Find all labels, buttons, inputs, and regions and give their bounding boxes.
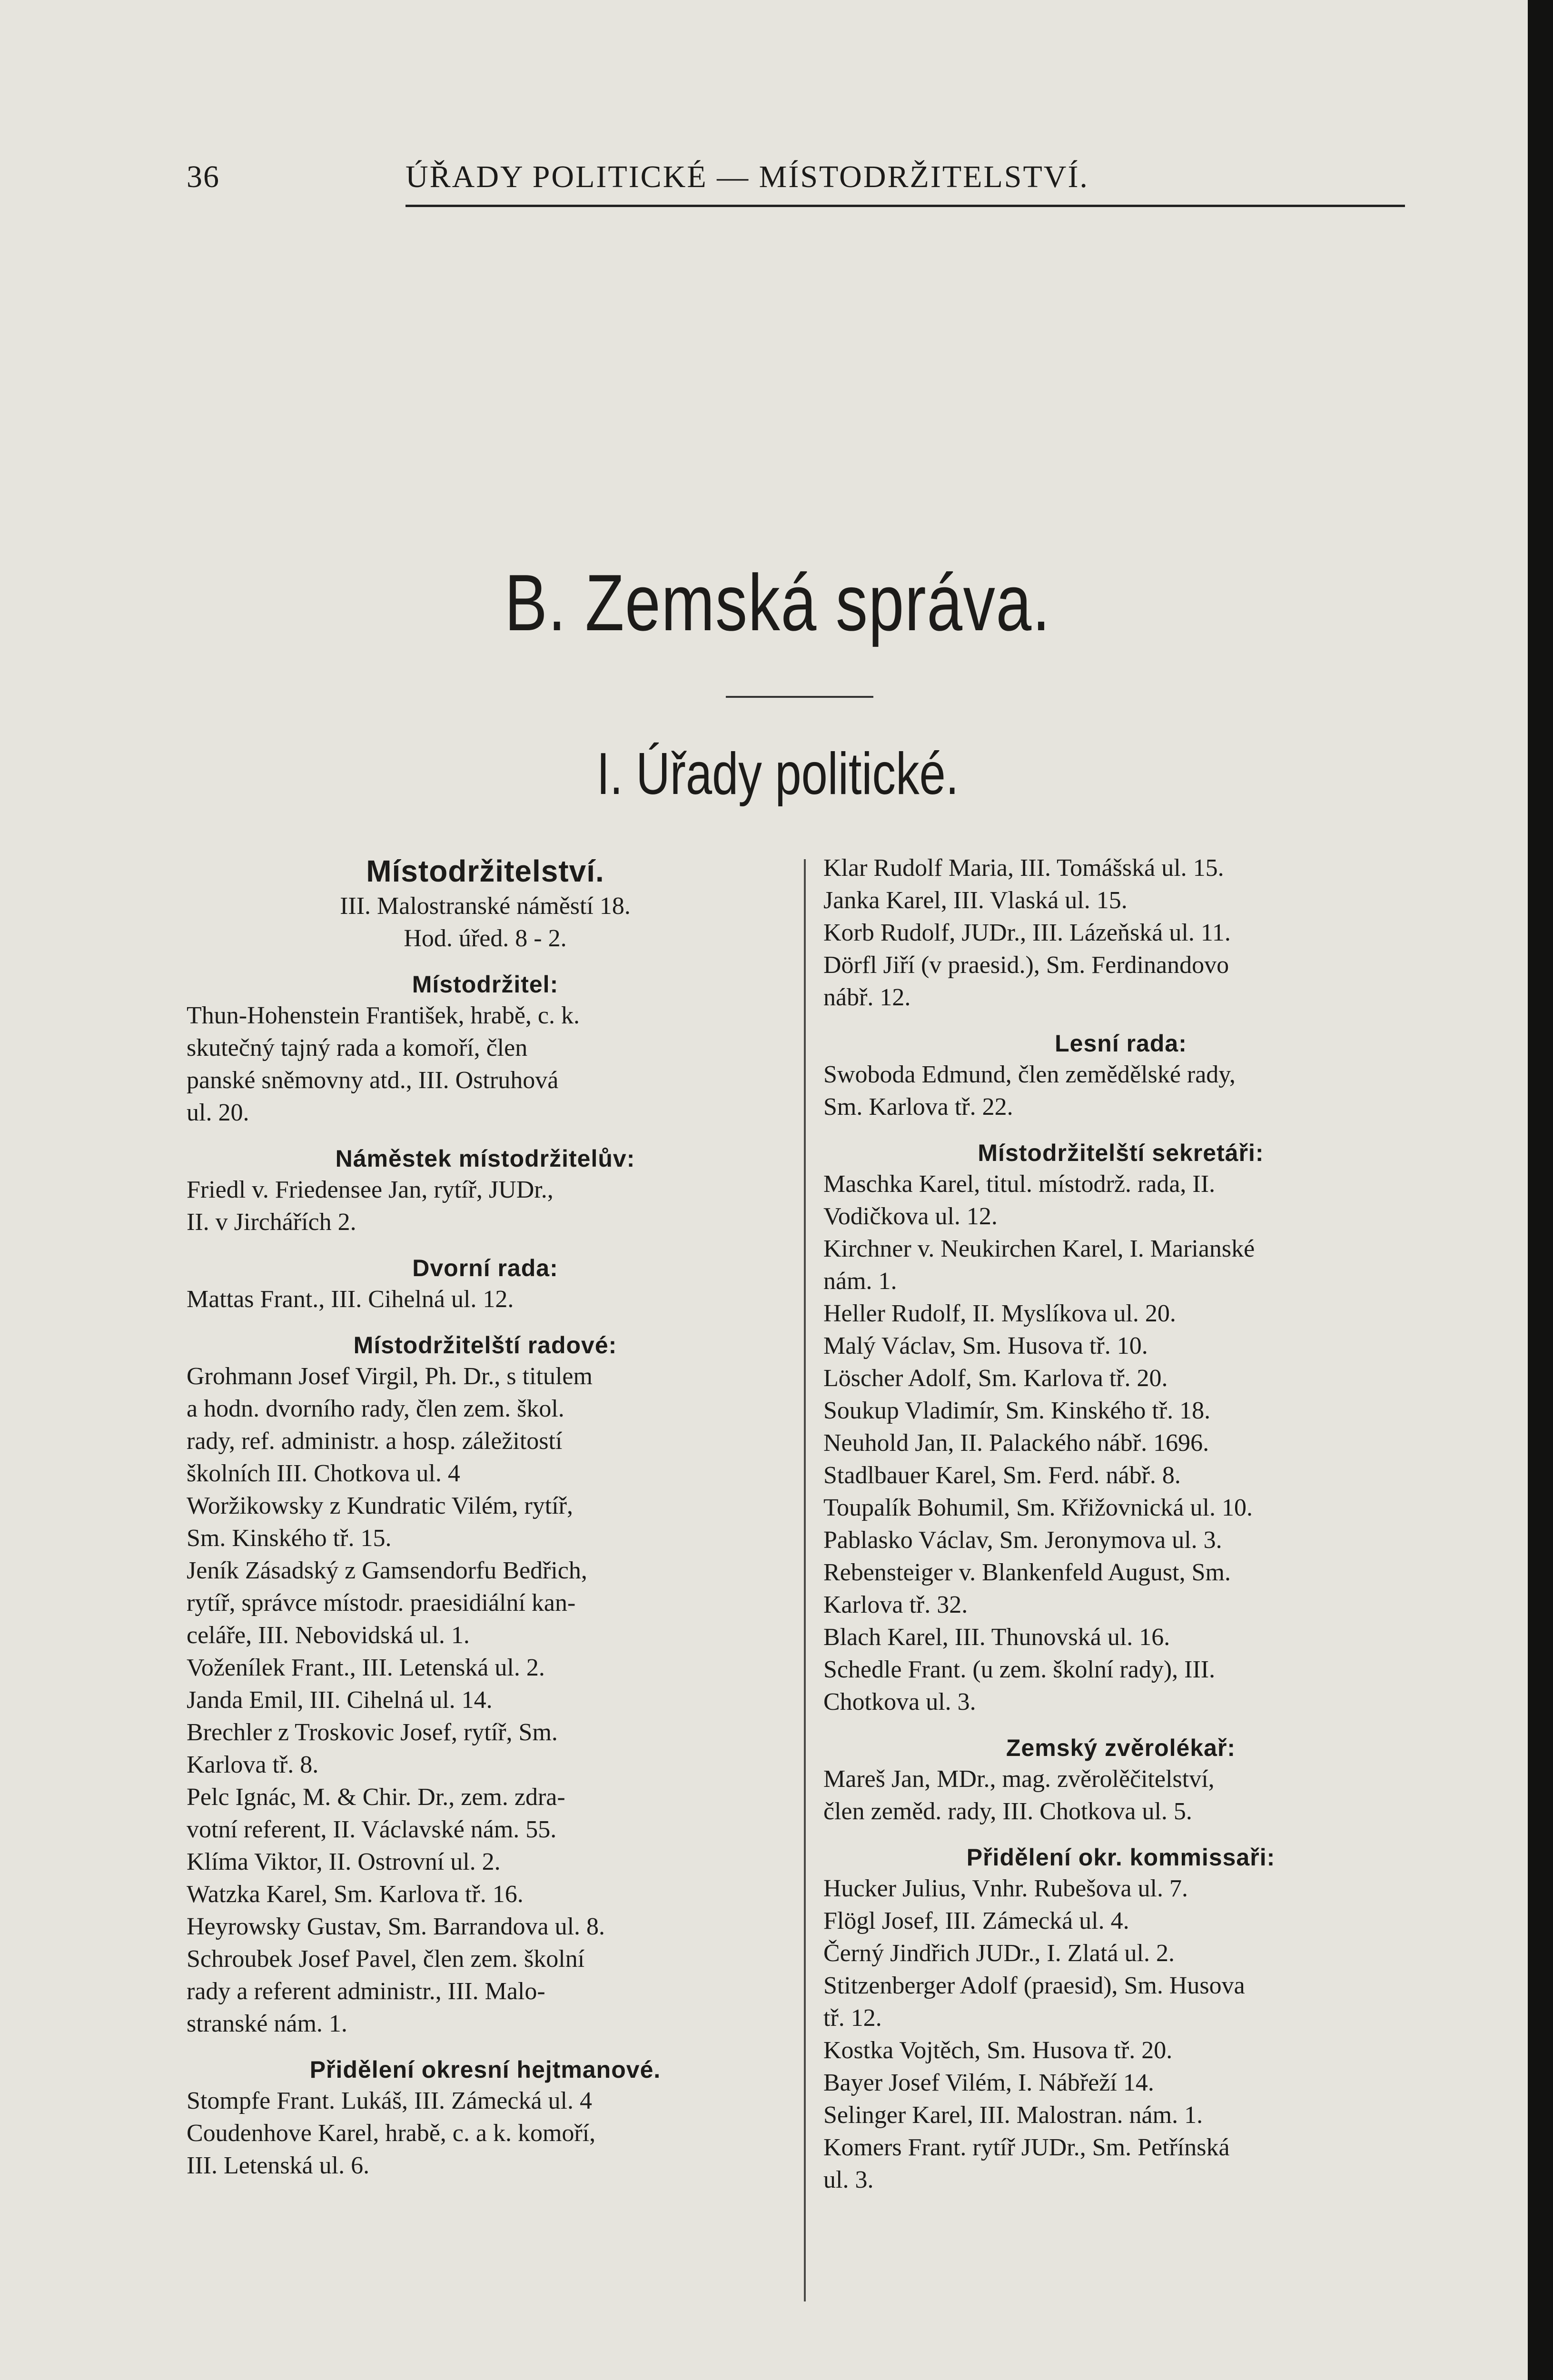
entry-line: Stompfe Frant. Lukáš, III. Zámecká ul. 4: [187, 2087, 592, 2114]
group-heading: Přidělení okr. kommissaři:: [966, 1844, 1276, 1871]
section-title: B. Zemská správa.: [504, 558, 1051, 647]
entry-line: Woržikowsky z Kundratic Vilém, rytíř,: [187, 1492, 573, 1519]
entry-line: Heyrowsky Gustav, Sm. Barrandova ul. 8.: [187, 1913, 605, 1940]
directory-entry: [823, 1654, 1418, 1718]
header-rule: [406, 205, 1405, 207]
entry-line: Thun-Hohenstein František, hrabě, c. k.: [187, 1002, 580, 1029]
entry-line: Blach Karel, III. Thunovská ul. 16.: [823, 1624, 1170, 1651]
entry-line: a hodn. dvorního rady, člen zem. škol.: [187, 1395, 564, 1422]
directory-entry: [823, 1459, 1418, 1492]
entry-line: nám. 1.: [823, 1268, 897, 1295]
group-heading: Zemský zvěrolékař:: [1006, 1735, 1236, 1761]
entry-line: Mattas Frant., III. Cihelná ul. 12.: [187, 1286, 514, 1313]
entry-line: panské sněmovny atd., III. Ostruhová: [187, 1067, 559, 1094]
directory-entry: [823, 1395, 1418, 1427]
directory-entry: [823, 1492, 1418, 1524]
entry-line: Kirchner v. Neukirchen Karel, I. Marianské: [823, 1235, 1255, 1262]
group-heading: Přidělení okresní hejtmanové.: [309, 2056, 661, 2083]
entry-line: rytíř, správce místodr. praesidiální kan-: [187, 1589, 576, 1616]
spacer: [187, 1316, 784, 1330]
entry-line: Dörfl Jiří (v praesid.), Sm. Ferdinandovo: [823, 952, 1229, 979]
spacer: [187, 955, 784, 969]
spacer: [187, 1129, 784, 1143]
entry-line: Klar Rudolf Maria, III. Tomášská ul. 15.: [823, 854, 1224, 882]
entry-line: Stadlbauer Karel, Sm. Ferd. nábř. 8.: [823, 1462, 1181, 1489]
directory-entry: [187, 1684, 784, 1716]
running-title: ÚŘADY POLITICKÉ — MÍSTODRŽITELSTVÍ.: [406, 159, 1089, 194]
section-divider: [726, 696, 873, 698]
directory-entry: [823, 2034, 1418, 2067]
entry-line: Janda Emil, III. Cihelná ul. 14.: [187, 1686, 493, 1714]
left-column: [187, 852, 784, 2182]
entry-line: člen zeměd. rady, III. Chotkova ul. 5.: [823, 1798, 1192, 1825]
entry-line: Maschka Karel, titul. místodrž. rada, II.: [823, 1170, 1216, 1198]
directory-entry: [823, 917, 1418, 949]
subsection-title: I. Úřady politické.: [596, 741, 959, 807]
entry-line: Swoboda Edmund, člen zemědělské rady,: [823, 1061, 1236, 1088]
entry-line: Neuhold Jan, II. Palackého nábř. 1696.: [823, 1429, 1209, 1457]
entry-line: Watzka Karel, Sm. Karlova tř. 16.: [187, 1881, 524, 1908]
entry-line: Pablasko Václav, Sm. Jeronymova ul. 3.: [823, 1527, 1222, 1554]
entry-line: Sm. Kinského tř. 15.: [187, 1525, 392, 1552]
entry-line: III. Letenská ul. 6.: [187, 2152, 370, 2179]
book-edge: [1528, 0, 1553, 2380]
entry-line: Pelc Ignác, M. & Chir. Dr., zem. zdra-: [187, 1784, 565, 1811]
office-address: III. Malostranské náměstí 18.: [340, 892, 631, 920]
entry-line: Voženílek Frant., III. Letenská ul. 2.: [187, 1654, 545, 1681]
entry-line: Malý Václav, Sm. Husova tř. 10.: [823, 1332, 1148, 1359]
directory-entry: [187, 1490, 784, 1555]
directory-entry: [823, 1233, 1418, 1298]
office-hours: Hod. úřed. 8 - 2.: [404, 925, 567, 952]
entry-line: rady, ref. administr. a hosp. záležitostí: [187, 1428, 563, 1455]
entry-line: Selinger Karel, III. Malostran. nám. 1.: [823, 2102, 1203, 2129]
directory-entry: [187, 1174, 784, 1239]
directory-entry: [823, 1059, 1418, 1123]
directory-entry: [823, 1557, 1418, 1621]
page-number: 36: [187, 159, 220, 194]
directory-entry: [823, 1873, 1418, 1905]
directory-entry: [823, 1427, 1418, 1459]
entry-line: Schedle Frant. (u zem. školní rady), III.: [823, 1656, 1216, 1683]
directory-entry: [823, 949, 1418, 1014]
directory-entry: [823, 852, 1418, 884]
spacer: [187, 1239, 784, 1253]
entry-line: Jeník Zásadský z Gamsendorfu Bedřich,: [187, 1557, 587, 1584]
entry-line: Coudenhove Karel, hrabě, c. a k. komoří,: [187, 2120, 596, 2147]
spacer: [823, 1123, 1418, 1138]
entry-line: Komers Frant. rytíř JUDr., Sm. Petřínská: [823, 2134, 1230, 2161]
entry-line: stranské nám. 1.: [187, 2010, 347, 2037]
entry-line: Karlova tř. 32.: [823, 1591, 968, 1618]
directory-entry: [187, 1652, 784, 1684]
entry-line: Klíma Viktor, II. Ostrovní ul. 2.: [187, 1848, 501, 1875]
entry-line: II. v Jirchářích 2.: [187, 1209, 356, 1236]
directory-entry: [823, 1330, 1418, 1362]
directory-entry: [823, 1937, 1418, 1970]
entry-line: Janka Karel, III. Vlaská ul. 15.: [823, 887, 1128, 914]
entry-line: Černý Jindřich JUDr., I. Zlatá ul. 2.: [823, 1940, 1175, 1967]
entry-line: Sm. Karlova tř. 22.: [823, 1093, 1013, 1121]
running-header: [187, 151, 1405, 204]
directory-entry: [823, 1168, 1418, 1233]
column-divider: [804, 859, 806, 2301]
group-heading: Dvorní rada:: [412, 1255, 558, 1281]
entry-line: Kostka Vojtěch, Sm. Husova tř. 20.: [823, 2037, 1173, 2064]
spacer: [823, 1828, 1418, 1842]
right-column: [823, 852, 1418, 2196]
entry-line: Flögl Josef, III. Zámecká ul. 4.: [823, 1907, 1129, 1934]
entry-line: Heller Rudolf, II. Myslíkova ul. 20.: [823, 1300, 1176, 1327]
group-heading: Lesní rada:: [1055, 1030, 1187, 1057]
group-heading: Náměstek místodržitelův:: [335, 1145, 635, 1172]
entry-line: nábř. 12.: [823, 984, 911, 1011]
directory-entry: [187, 1911, 784, 1943]
entry-line: Bayer Josef Vilém, I. Nábřeží 14.: [823, 2069, 1154, 2096]
directory-entry: [823, 1298, 1418, 1330]
entry-line: Rebensteiger v. Blankenfeld August, Sm.: [823, 1559, 1231, 1586]
entry-line: Brechler z Troskovic Josef, rytíř, Sm.: [187, 1719, 558, 1746]
directory-entry: [187, 1878, 784, 1911]
entry-line: Toupalík Bohumil, Sm. Křižovnická ul. 10.: [823, 1494, 1253, 1521]
directory-entry: [187, 1846, 784, 1878]
directory-entry: [187, 1555, 784, 1652]
directory-entry: [187, 1000, 784, 1129]
entry-line: Chotkova ul. 3.: [823, 1688, 976, 1716]
entry-line: Löscher Adolf, Sm. Karlova tř. 20.: [823, 1365, 1168, 1392]
entry-line: Stitzenberger Adolf (praesid), Sm. Husova: [823, 1972, 1245, 1999]
entry-line: ul. 3.: [823, 2166, 874, 2193]
directory-entry: [187, 1360, 784, 1490]
entry-line: Friedl v. Friedensee Jan, rytíř, JUDr.,: [187, 1176, 554, 1203]
directory-entry: [823, 2099, 1418, 2132]
directory-entry: [823, 1524, 1418, 1557]
entry-line: votní referent, II. Václavské nám. 55.: [187, 1816, 557, 1843]
directory-entry: [187, 1943, 784, 2040]
directory-entry: [187, 1781, 784, 1846]
spacer: [187, 2040, 784, 2054]
directory-entry: [187, 2085, 784, 2117]
directory-entry: [187, 2117, 784, 2182]
directory-entry: [187, 1716, 784, 1781]
entry-line: Hucker Julius, Vnhr. Rubešova ul. 7.: [823, 1875, 1188, 1902]
directory-entry: [823, 1970, 1418, 2034]
office-title: Místodržitelství.: [366, 854, 604, 888]
entry-line: Korb Rudolf, JUDr., III. Lázeňská ul. 11.: [823, 919, 1231, 946]
directory-entry: [187, 1283, 784, 1316]
entry-line: Vodičkova ul. 12.: [823, 1203, 998, 1230]
directory-entry: [823, 1362, 1418, 1395]
group-heading: Místodržitel:: [412, 971, 559, 998]
entry-line: školních III. Chotkova ul. 4: [187, 1460, 460, 1487]
directory-entry: [823, 1621, 1418, 1654]
entry-line: Schroubek Josef Pavel, člen zem. školní: [187, 1945, 585, 1973]
directory-entry: [823, 2132, 1418, 2196]
group-heading: Místodržitelští sekretáři:: [978, 1140, 1264, 1166]
entry-line: celáře, III. Nebovidská ul. 1.: [187, 1622, 470, 1649]
entry-line: Mareš Jan, MDr., mag. zvěrolěčitelství,: [823, 1765, 1215, 1793]
group-heading: Místodržitelští radové:: [353, 1332, 617, 1359]
entry-line: rady a referent administr., III. Malo-: [187, 1978, 545, 2005]
entry-line: tř. 12.: [823, 2004, 882, 2032]
directory-entry: [823, 1763, 1418, 1828]
entry-line: Soukup Vladimír, Sm. Kinského tř. 18.: [823, 1397, 1211, 1424]
entry-line: Karlova tř. 8.: [187, 1751, 319, 1778]
directory-entry: [823, 884, 1418, 917]
entry-line: skutečný tajný rada a komoří, člen: [187, 1034, 528, 1061]
directory-entry: [823, 2067, 1418, 2099]
entry-line: ul. 20.: [187, 1099, 249, 1126]
spacer: [823, 1014, 1418, 1028]
directory-entry: [823, 1905, 1418, 1937]
spacer: [823, 1718, 1418, 1733]
entry-line: Grohmann Josef Virgil, Ph. Dr., s titulem: [187, 1363, 593, 1390]
